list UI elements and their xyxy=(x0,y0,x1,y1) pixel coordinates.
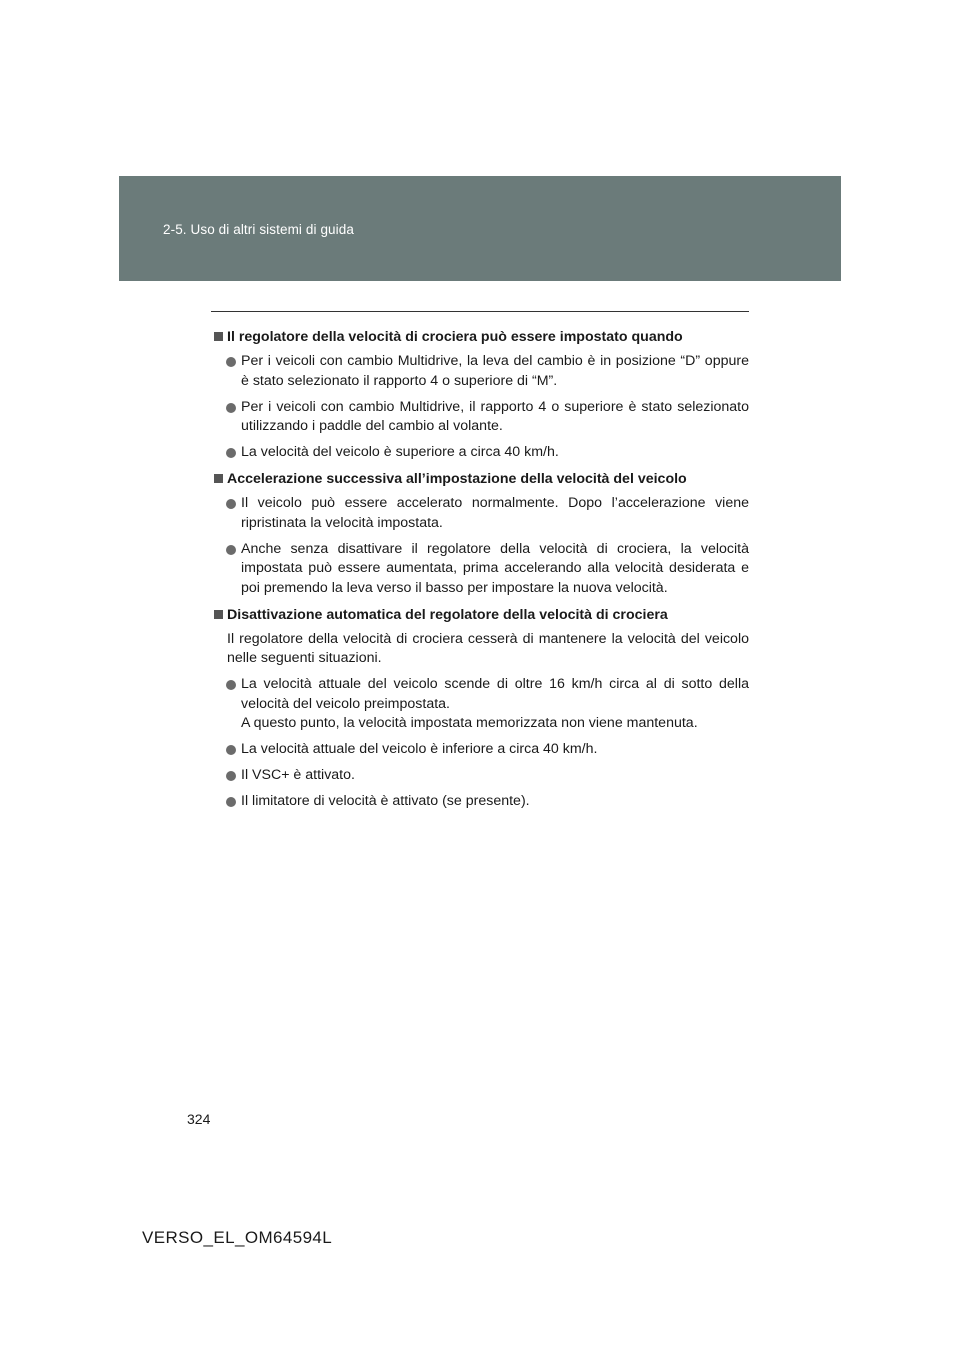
section-heading: Accelerazione successiva all’impostazione della velocità del veicolo xyxy=(211,469,749,489)
list-item xyxy=(211,792,749,812)
list-item-text: Per i veicoli con cambio Multidrive, il rapporto 4 o superiore è stato selezionato utilizzando i paddle del cambio al volante. xyxy=(241,398,749,434)
list-item xyxy=(211,740,749,760)
list-item-text: La velocità del veicolo è superiore a circa 40 km/h. xyxy=(241,444,559,460)
square-bullet-icon xyxy=(214,610,223,619)
section-intro: Il regolatore della velocità di crociera cesserà di mantenere la velocità del veicolo nelle seguenti situazioni. xyxy=(227,630,749,666)
section-title: 2-5. Uso di altri sistemi di guida xyxy=(163,222,354,237)
round-bullet-icon xyxy=(226,403,236,413)
page-number: 324 xyxy=(187,1111,211,1127)
list-item xyxy=(211,398,749,437)
round-bullet-icon xyxy=(226,357,236,367)
divider-line xyxy=(211,311,749,312)
list-item xyxy=(211,494,749,533)
list-item xyxy=(211,766,749,786)
round-bullet-icon xyxy=(226,797,236,807)
manual-content xyxy=(211,327,749,818)
square-bullet-icon xyxy=(214,474,223,483)
section-heading: Disattivazione automatica del regolatore della velocità di crociera xyxy=(211,605,749,625)
round-bullet-icon xyxy=(226,545,236,555)
list-item xyxy=(211,675,749,734)
section-header-band xyxy=(119,176,841,281)
list-item-text: Il limitatore di velocità è attivato (se presente). xyxy=(241,793,530,809)
list-item xyxy=(211,352,749,391)
round-bullet-icon xyxy=(226,745,236,755)
round-bullet-icon xyxy=(226,448,236,458)
round-bullet-icon xyxy=(226,499,236,509)
list-item xyxy=(211,540,749,599)
list-item xyxy=(211,443,749,463)
list-item-text: Anche senza disattivare il regolatore della velocità di crociera, la velocità impostata può essere aumentata, prima accelerando alla velocità desiderata e poi premendo la leva verso il basso per impostare la nuova velocità. xyxy=(241,540,749,596)
document-code: VERSO_EL_OM64594L xyxy=(142,1228,333,1247)
round-bullet-icon xyxy=(226,680,236,690)
list-item-text: La velocità attuale del veicolo è inferiore a circa 40 km/h. xyxy=(241,741,598,757)
list-item-text: Per i veicoli con cambio Multidrive, la leva del cambio è in posizione “D” oppure è stato selezionato il rapporto 4 o superiore di “M”. xyxy=(241,353,749,389)
round-bullet-icon xyxy=(226,771,236,781)
section-heading: Il regolatore della velocità di crociera può essere impostato quando xyxy=(211,327,749,347)
list-item-text: Il veicolo può essere accelerato normalmente. Dopo l’accelerazione viene ripristinata la velocità impostata. xyxy=(241,495,749,531)
list-item-text: La velocità attuale del veicolo scende di oltre 16 km/h circa al di sotto della velocità del veicolo preimpostata. xyxy=(241,676,749,712)
square-bullet-icon xyxy=(214,332,223,341)
list-item-text: Il VSC+ è attivato. xyxy=(241,767,355,783)
list-item-note: A questo punto, la velocità impostata memorizzata non viene mantenuta. xyxy=(241,715,698,731)
